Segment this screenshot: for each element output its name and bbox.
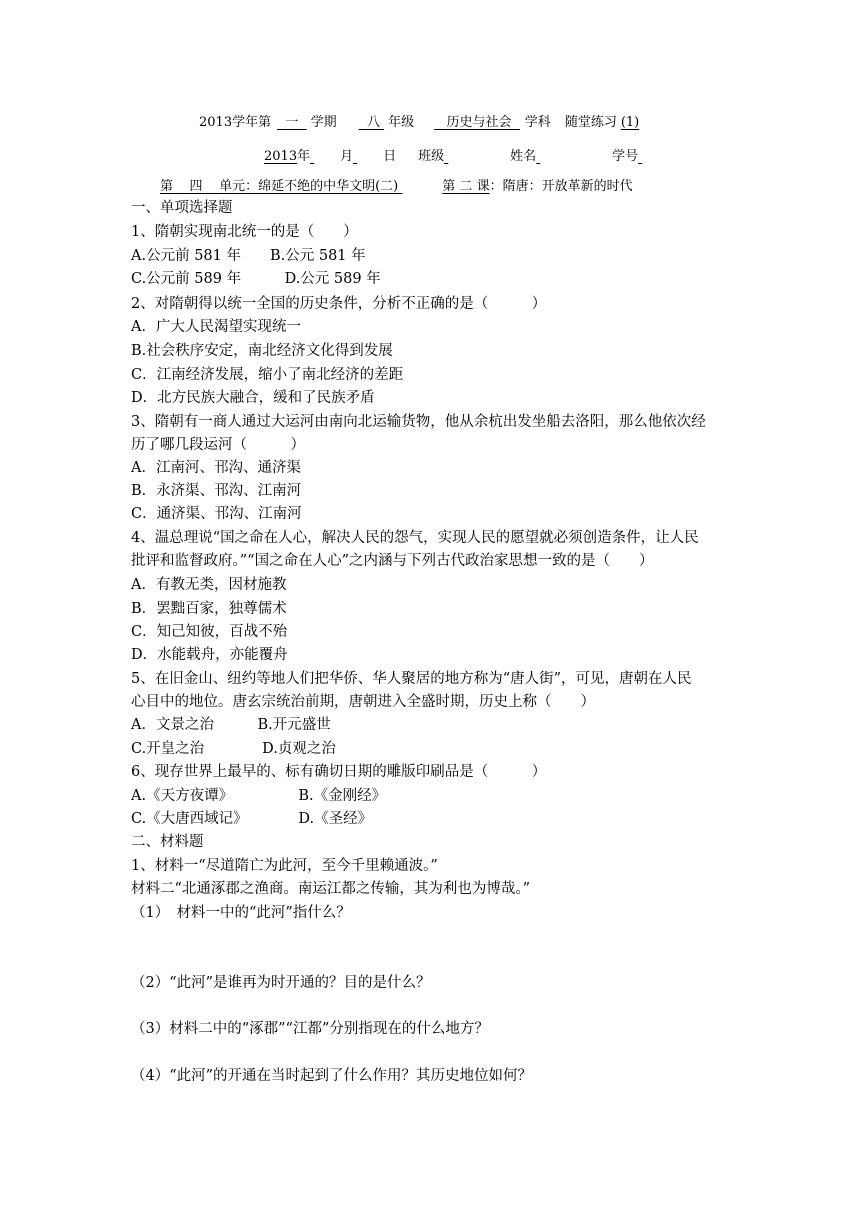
header-title-line bbox=[199, 113, 639, 133]
question-5-options-ab: A．文景之治 B.开元盛世 bbox=[131, 717, 331, 733]
header-lesson-line bbox=[160, 177, 633, 197]
question-4-cont: 批评和监督政府。”“国之命在人心”之内涵与下列古代政治家思想一致的是（ ） bbox=[131, 553, 654, 569]
question-4-option-b: B．罢黜百家，独尊儒术 bbox=[131, 601, 287, 617]
question-3-option-c: C．通济渠、邗沟、江南河 bbox=[131, 506, 302, 522]
material-question-4: （4）“此河”的开通在当时起到了什么作用？其历史地位如何？ bbox=[131, 1068, 533, 1084]
question-3-option-b: B．永济渠、邗沟、江南河 bbox=[131, 483, 302, 499]
header-semester: 一 bbox=[285, 115, 299, 130]
header-subject: 历史与社会 bbox=[446, 115, 512, 130]
material-question-1: （1） 材料一中的“此河”指什么？ bbox=[131, 905, 351, 921]
question-6: 6、现存世界上最早的、标有确切日期的雕版印刷品是（ ） bbox=[131, 764, 547, 780]
date-ri: 日 bbox=[383, 149, 397, 164]
question-5-cont: 心目中的地位。唐玄宗统治前期，唐朝进入全盛时期，历史上称（ ） bbox=[131, 694, 595, 710]
number-blank[interactable] bbox=[638, 147, 676, 167]
lesson-heading: 第 二 课 bbox=[442, 179, 490, 194]
name-label: 姓名 bbox=[510, 149, 537, 164]
question-4-option-a: A．有教无类，因材施教 bbox=[131, 577, 287, 593]
number-label: 学号 bbox=[612, 149, 639, 164]
header-date-line bbox=[264, 147, 676, 167]
material-2: 材料二“北通涿郡之渔商。南运江都之传输，其为利也为博哉。” bbox=[131, 881, 531, 897]
section-heading: 一、单项选择题 bbox=[131, 200, 233, 216]
question-4: 4、温总理说“国之命在人心，解决人民的怨气，实现人民的愿望就必须创造条件，让人民 bbox=[131, 530, 699, 546]
question-6-options-cd: C.《大唐西域记》 D.《圣经》 bbox=[131, 811, 373, 827]
question-4-option-c: C．知己知彼，百战不殆 bbox=[131, 624, 288, 640]
question-5-options-cd: C.开皇之治 D.贞观之治 bbox=[131, 741, 336, 757]
day-blank bbox=[353, 147, 383, 167]
question-1: 1、隋朝实现南北统一的是（ ） bbox=[131, 224, 358, 240]
material-question-3: （3）材料二中的“涿郡”“江都”分别指现在的什么地方？ bbox=[131, 1021, 489, 1037]
class-label: 班级 bbox=[418, 149, 445, 164]
question-2-option-a: A．广大人民渴望实现统一 bbox=[131, 319, 301, 335]
header-year: 2013 bbox=[199, 115, 233, 130]
question-3-cont: 历了哪几段运河（ ） bbox=[131, 437, 305, 453]
question-2-option-b: B.社会秩序安定，南北经济文化得到发展 bbox=[131, 343, 393, 359]
material-1: 1、材料一“尽道隋亡为此河，至今千里赖通波。” bbox=[131, 858, 438, 874]
question-2: 2、对隋朝得以统一全国的历史条件，分析不正确的是（ ） bbox=[131, 296, 547, 312]
lesson-title: ：隋唐：开放革新的时代 bbox=[489, 179, 633, 194]
name-blank[interactable] bbox=[536, 147, 612, 167]
section-heading-material: 二、材料题 bbox=[131, 834, 204, 850]
header-nianji: 年级 bbox=[388, 115, 415, 130]
date-yue: 月 bbox=[340, 149, 354, 164]
question-6-options-ab: A.《天方夜谭》 B.《金刚经》 bbox=[131, 788, 387, 804]
header-xueke: 学科 bbox=[524, 115, 551, 130]
header-exercise-no: (1) bbox=[620, 115, 640, 130]
month-blank bbox=[310, 147, 340, 167]
question-4-option-d: D．水能载舟，亦能覆舟 bbox=[131, 647, 288, 663]
date-year: 2013 bbox=[264, 149, 298, 164]
header-exercise: 随堂练习 bbox=[564, 115, 617, 130]
question-1-options-cd: C.公元前 589 年 D.公元 589 年 bbox=[131, 271, 381, 287]
question-3: 3、隋朝有一商人通过大运河由南向北运输货物，他从余杭出发坐船去洛阳，那么他依次经 bbox=[131, 414, 706, 430]
header-xueqi: 学期 bbox=[310, 115, 337, 130]
class-blank[interactable] bbox=[444, 147, 510, 167]
question-5: 5、在旧金山、纽约等地人们把华侨、华人聚居的地方称为“唐人街”，可见，唐朝在人民 bbox=[131, 671, 692, 687]
date-nian: 年 bbox=[297, 149, 311, 164]
question-3-option-a: A．江南河、邗沟、通济渠 bbox=[131, 460, 301, 476]
question-2-option-d: D．北方民族大融合，缓和了民族矛盾 bbox=[131, 390, 375, 406]
question-1-options-ab: A.公元前 581 年 B.公元 581 年 bbox=[131, 248, 366, 264]
unit-heading: 第 四 单元：绵延不绝的中华文明(二) bbox=[160, 179, 399, 194]
material-question-2: （2）“此河”是谁再为时开通的？目的是什么？ bbox=[131, 975, 431, 991]
header-grade: 八 bbox=[366, 115, 380, 130]
header-xuenian: 学年第 bbox=[232, 115, 272, 130]
question-2-option-c: C．江南经济发展，缩小了南北经济的差距 bbox=[131, 367, 404, 383]
